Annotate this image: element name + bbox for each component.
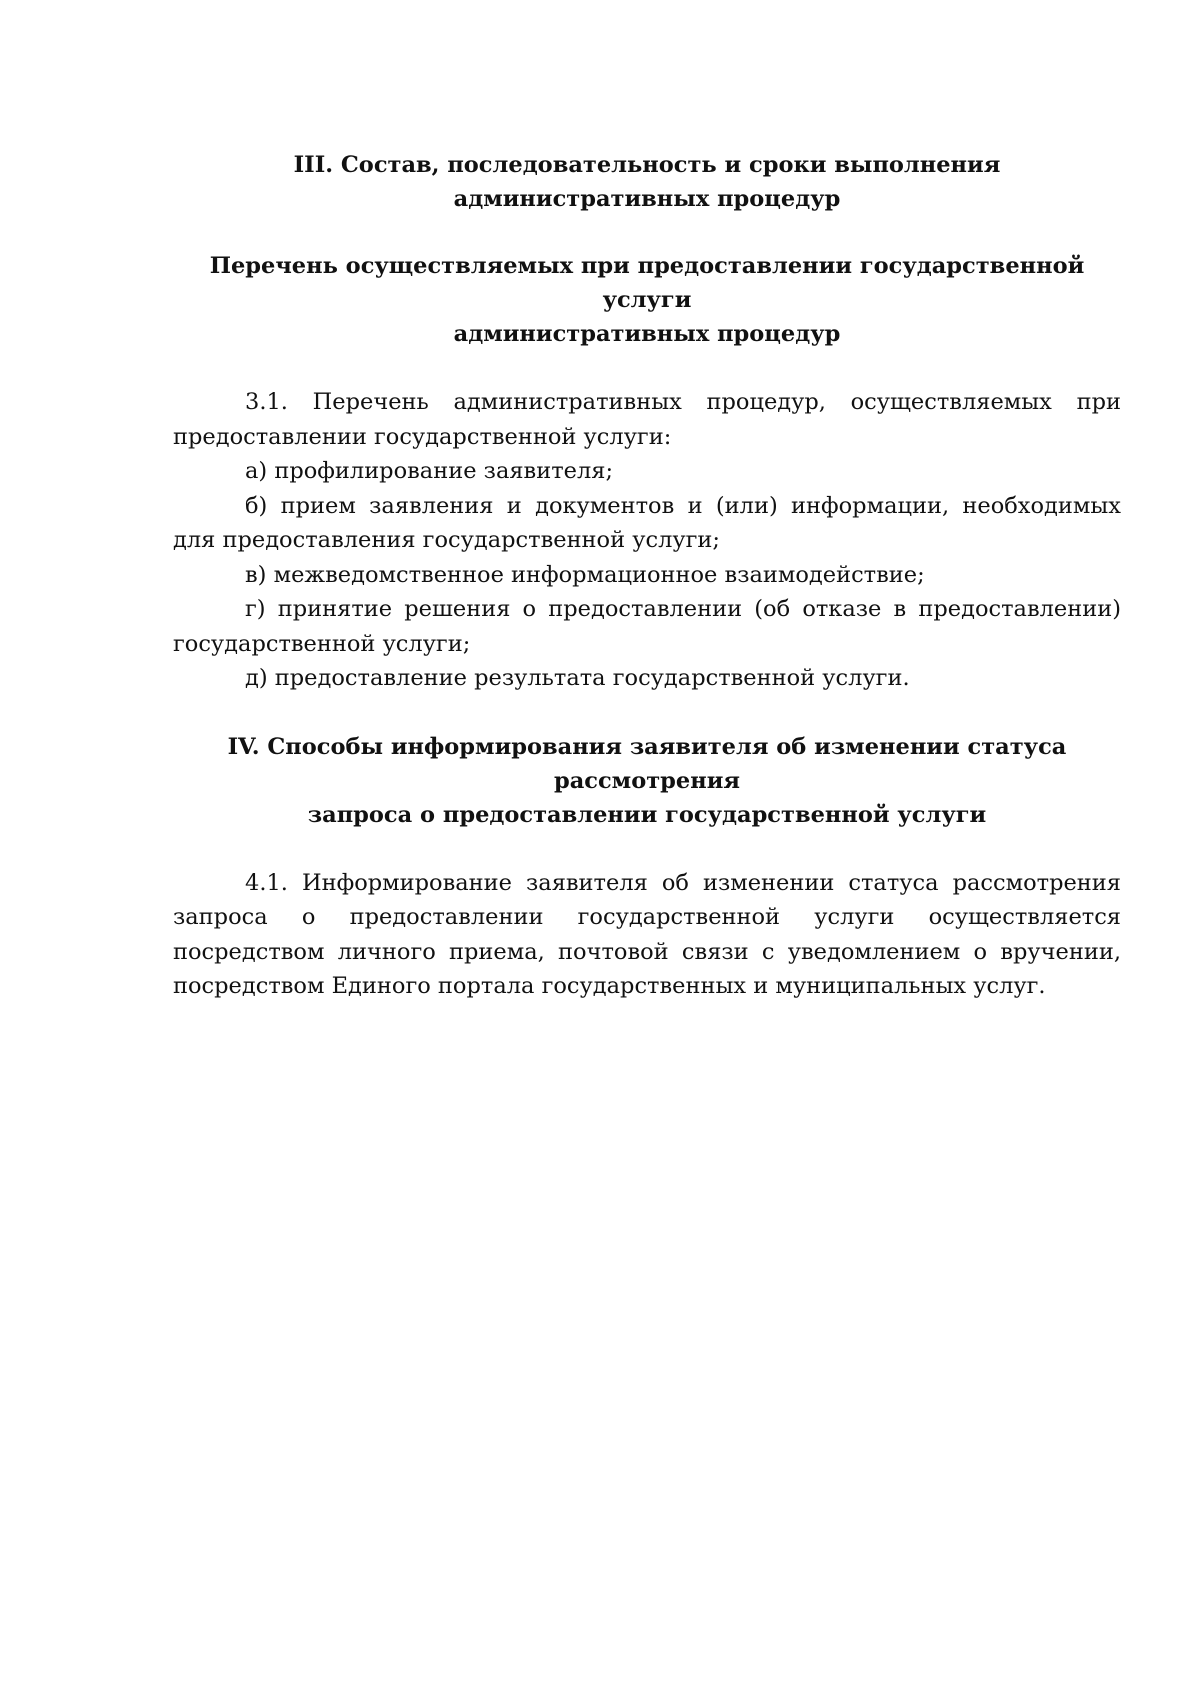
procedures-list-heading-line-2: административных процедур [453,321,841,347]
section-3-heading-line-1: III. Состав, последовательность и сроки выполнения [293,152,1001,178]
procedures-list-heading [173,249,1121,351]
procedure-item-d: д) предоставление результата государственной услуги. [245,665,910,691]
procedure-item-a: а) профилирование заявителя; [245,458,614,484]
section-4-heading-line-2: запроса о предоставлении государственной услуги [307,801,987,828]
informing-paragraph: 4.1. Информирование заявителя об изменении статуса рассмотрения запроса о предоставлении государственной услуги осуществляется посредством личного приема, почтовой связи с уведомлением о вручении, посредством Единого портала государственных и муниципальных услуг. [173,869,1121,999]
procedure-item-b: б) прием заявления и документов и (или) информации, необходимых для предоставления государственной услуги; [173,492,1121,553]
document-page [173,148,1121,1004]
procedures-intro-paragraph: 3.1. Перечень административных процедур, осуществляемых при предоставлении государственной услуги: [173,389,1121,450]
procedures-list-heading-line-1: Перечень осуществляемых при предоставлении государственной услуги [209,253,1085,313]
procedure-item-v: в) межведомственное информационное взаимодействие; [245,561,925,588]
section-4-heading [173,730,1121,832]
procedure-item-g: г) принятие решения о предоставлении (об отказе в предоставлении) государственной услуги; [173,596,1121,657]
section-3-heading [173,148,1121,216]
section-3-heading-line-2: административных процедур [453,186,841,212]
section-4-heading-line-1: IV. Способы информирования заявителя об изменении статуса рассмотрения [227,733,1067,794]
